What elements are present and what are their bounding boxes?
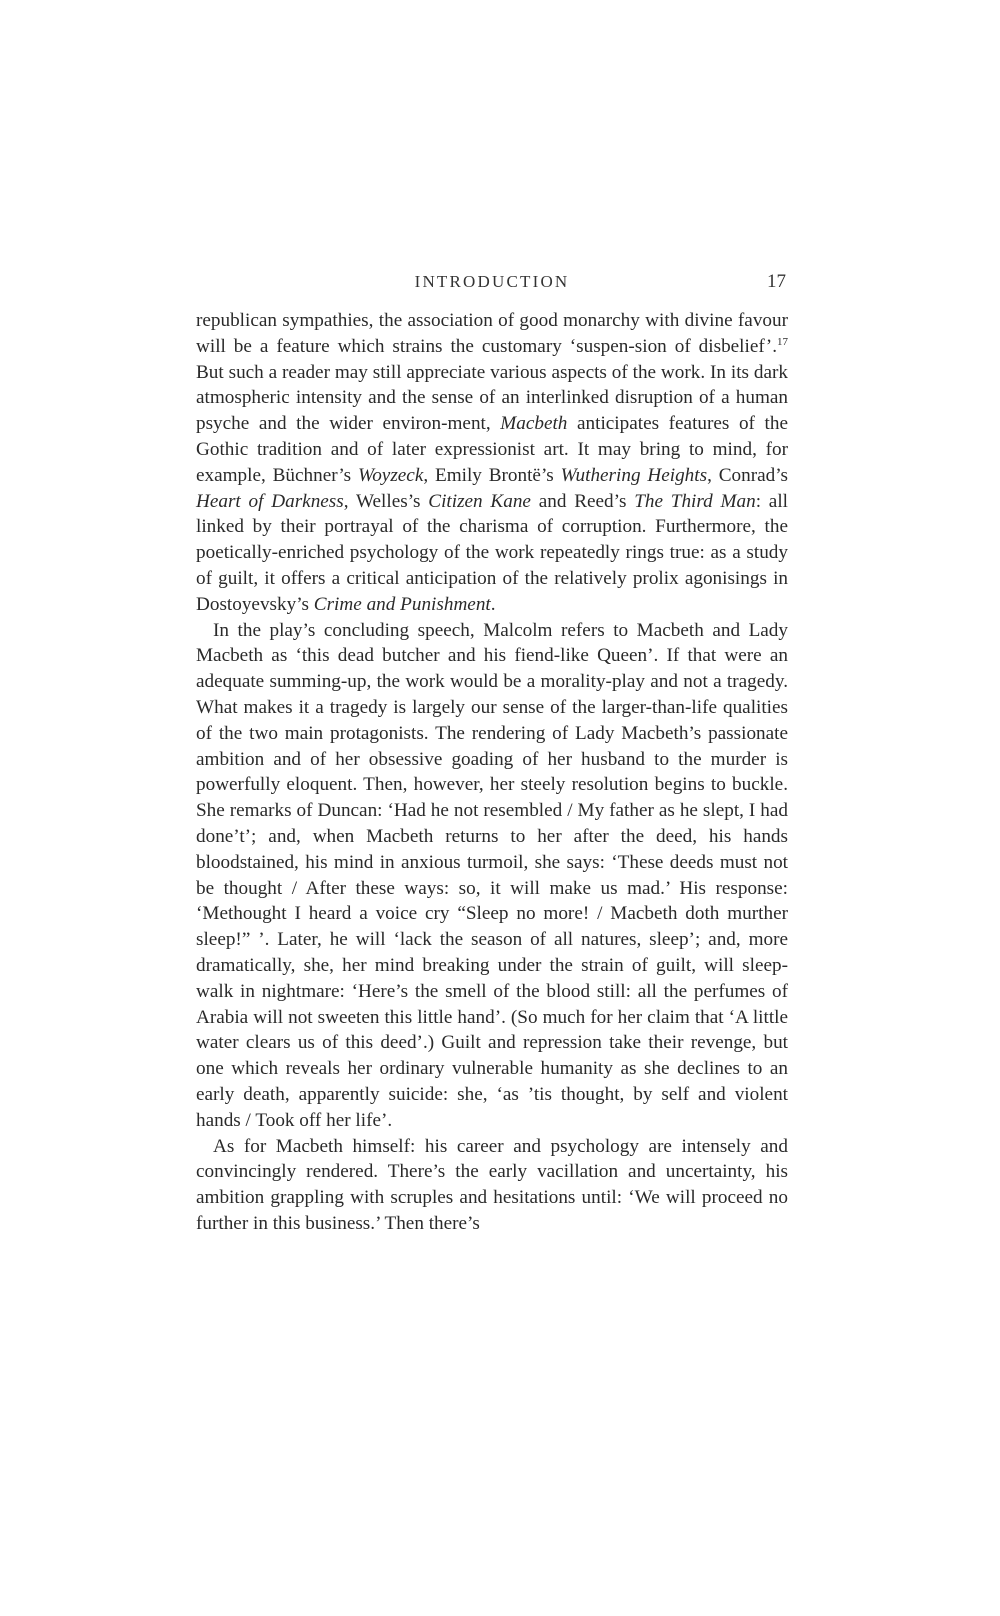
italic-title: Crime and Punishment (313, 593, 491, 615)
paragraph-3 (196, 1134, 788, 1237)
text-run: anticipates features of the Gothic tradition and of later expressionist art. It may bring to mind, for example, Büchner’s (196, 413, 788, 486)
text-run: . (490, 593, 496, 615)
text-run: , Emily Brontë’s (423, 464, 561, 486)
text-run: As for Macbeth himself: his career and psychology are intensely and convincingly rendered. There’s the early vacillation and uncertainty, his ambition grappling with scruples and hesitations until: ‘We will proceed no further in this business.’ Then there’s (196, 1135, 788, 1234)
italic-title: Woyzeck (357, 464, 424, 486)
body-text (196, 308, 788, 1237)
italic-title: Citizen Kane (428, 490, 531, 512)
text-run: republican sympathies, the association of good monarchy with divine favour will be a feature which strains the customary ‘suspen-sion of disbelief’. (196, 310, 788, 357)
text-run: and Reed’s (530, 490, 635, 512)
running-head: INTRODUCTION (414, 272, 570, 291)
page-header (196, 267, 788, 297)
footnote-reference: 17 (777, 335, 788, 348)
italic-title: The Third Man (634, 490, 756, 512)
italic-title: Wuthering Heights (560, 464, 708, 486)
paragraph-1 (196, 308, 788, 618)
italic-title: Heart of Darkness (196, 490, 344, 512)
text-run: In the play’s concluding speech, Malcolm refers to Macbeth and Lady Macbeth as ‘this dead butcher and his fiend-like Queen’. If that were an adequate summing-up, the work would be a morality-play and not a tragedy. What makes it a tragedy is largely our sense of the larger-than-life qualities of the two main protagonists. The rendering of Lady Macbeth’s passionate ambition and of her obsessive goading of her husband to the murder is powerfully eloquent. Then, however, her steely resolution begins to buckle. She remarks of Duncan: ‘Had he not resembled / My father as he slept, I had done’t’; and, when Macbeth returns to her after the deed, his hands bloodstained, his mind in anxious turmoil, she says: ‘These deeds must not be thought / After these ways: so, it will make us mad.’ His response: ‘Methought I heard a voice cry “Sleep no more! / Macbeth doth murther sleep!” ’. Later, he will ‘lack the season of all natures, sleep’; and, more dramatically, she, her mind breaking under the strain of guilt, will sleep-walk in nightmare: ‘Here’s the smell of the blood still: all the perfumes of Arabia will not sweeten this little hand’. (So much for her claim that ‘A little water clears us of this deed’.) Guilt and repression take their revenge, but one which reveals her ordinary vulnerable humanity as she declines to an early death, apparently suicide: she, ‘as ’tis thought, by self and violent hands / Took off her life’. (196, 619, 788, 1131)
italic-title: Macbeth (500, 413, 568, 435)
text-run: , Conrad’s (707, 464, 788, 486)
paragraph-2 (196, 618, 788, 1134)
page-number: 17 (767, 271, 786, 292)
text-run: But such a reader may still appreciate various aspects of the work. In its dark atmospheric intensity and the sense of an interlinked disruption of a human psyche and the wider environ-ment, (196, 361, 788, 435)
text-run: : all linked by their portrayal of the charisma of corruption. Furthermore, the poetically-enriched psychology of the work repeatedly rings true: as a study of guilt, it offers a critical anticipation of the relatively prolix agonisings in Dostoyevsky’s (196, 490, 788, 615)
text-run: , Welles’s (343, 490, 429, 512)
